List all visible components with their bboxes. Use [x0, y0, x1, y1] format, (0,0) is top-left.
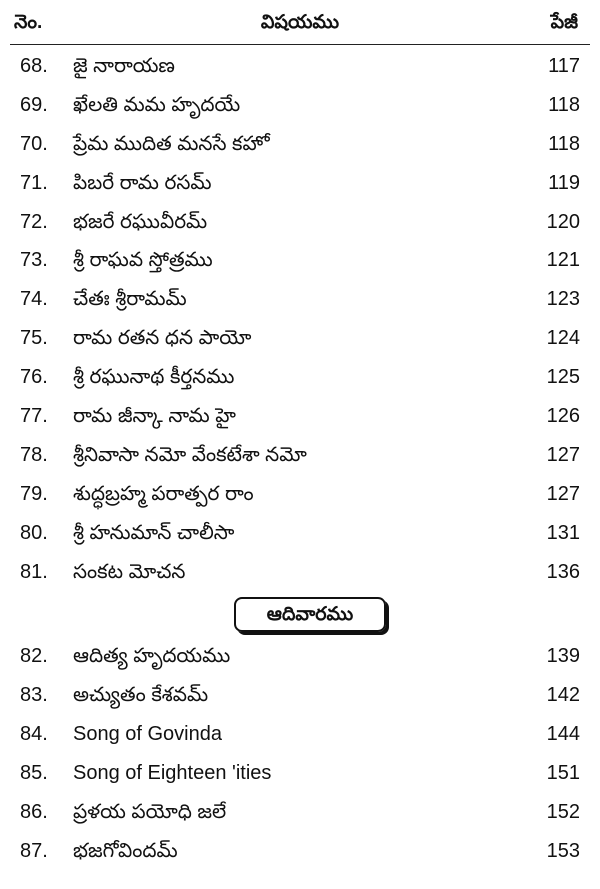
entry-page: 124 [546, 327, 580, 350]
entry-title: ఖేలతి మమ హృదయే [73, 93, 241, 116]
toc-row [0, 364, 600, 403]
toc-row [0, 682, 600, 721]
entry-number: 82. [20, 645, 48, 668]
entry-number: 74. [20, 288, 48, 311]
toc-row [0, 760, 600, 799]
entry-number: 68. [20, 55, 48, 77]
entry-number: 80. [20, 521, 48, 544]
toc-row [0, 520, 600, 559]
entry-title: పిబరే రామ రసమ్ [73, 171, 212, 194]
entry-number: 86. [20, 801, 48, 824]
toc-row [0, 131, 600, 170]
entry-page: 121 [546, 249, 580, 272]
toc-group-before [0, 53, 600, 597]
entry-page: 118 [548, 93, 580, 116]
entry-title: ప్రళయ పయోధి జలే [73, 801, 227, 824]
toc-row [0, 403, 600, 442]
entry-title: ప్రేమ ముదిత మనసే కహో [73, 132, 270, 155]
toc-row [0, 92, 600, 131]
entry-page: 127 [546, 443, 580, 466]
entry-number: 69. [20, 93, 48, 116]
entry-title: శ్రీ హనుమాన్ చాలీసా [73, 521, 235, 544]
entry-page: 131 [546, 521, 580, 544]
toc-row [0, 721, 600, 760]
toc-row [0, 247, 600, 286]
entry-title: ఆదిత్య హృదయము [73, 645, 231, 668]
entry-title: శ్రీ రఘునాథ కీర్తనము [73, 366, 235, 389]
entry-page: 153 [546, 839, 580, 862]
toc-row [0, 325, 600, 364]
toc-row [0, 643, 600, 682]
entry-page: 117 [548, 55, 580, 77]
entry-number: 73. [20, 249, 48, 272]
entry-title: శ్రీ రాఘవ స్తోత్రము [73, 249, 213, 272]
toc-row [0, 286, 600, 325]
toc-header [0, 12, 600, 36]
entry-page: 127 [546, 482, 580, 505]
header-divider [10, 44, 590, 45]
entry-title: రామ రతన ధన పాయో [73, 327, 252, 350]
entry-number: 84. [20, 723, 48, 746]
entry-number: 72. [20, 210, 48, 233]
entry-page: 142 [546, 684, 580, 707]
entry-number: 79. [20, 482, 48, 505]
section-row [0, 597, 600, 643]
entry-title: శుద్ధబ్రహ్మ పరాత్పర రాం [73, 482, 254, 505]
entry-page: 139 [546, 645, 580, 668]
header-subject: విషయము [260, 12, 340, 33]
entry-number: 75. [20, 327, 48, 350]
toc-row [0, 53, 600, 92]
entry-title: శ్రీనివాసా నమో వేంకటేశా నమో [73, 443, 307, 466]
toc-group-after [0, 643, 600, 876]
entry-title: రామ జీన్కా నామ హై [73, 405, 236, 428]
toc-list [0, 53, 600, 877]
entry-page: 136 [546, 560, 580, 583]
entry-title: అచ్యుతం కేశవమ్ [73, 684, 209, 707]
entry-title: జై నారాయణ [73, 55, 175, 77]
section-heading: ఆదివారము [234, 597, 386, 632]
entry-title: భజగోవిందమ్ [73, 839, 178, 862]
entry-page: 144 [546, 723, 580, 746]
toc-row [0, 170, 600, 209]
toc-row [0, 442, 600, 481]
entry-number: 85. [20, 762, 48, 785]
toc-row [0, 209, 600, 248]
entry-title: చేతః శ్రీరామమ్ [73, 288, 187, 311]
header-number: నెం. [14, 12, 43, 33]
entry-page: 126 [546, 405, 580, 428]
entry-page: 152 [546, 801, 580, 824]
entry-page: 120 [546, 210, 580, 233]
entry-number: 81. [20, 560, 48, 583]
toc-row [0, 559, 600, 598]
entry-number: 70. [20, 132, 48, 155]
toc-row [0, 481, 600, 520]
entry-title: భజరే రఘువీరమ్ [73, 210, 208, 233]
entry-page: 119 [548, 171, 580, 194]
entry-page: 151 [546, 762, 580, 785]
entry-page: 118 [548, 132, 580, 155]
toc-row [0, 838, 600, 877]
entry-title: Song of Eighteen 'ities [73, 762, 272, 785]
toc-row [0, 799, 600, 838]
entry-number: 87. [20, 839, 48, 862]
header-page: పేజీ [550, 12, 578, 33]
entry-page: 125 [546, 366, 580, 389]
entry-number: 71. [20, 171, 48, 194]
entry-number: 78. [20, 443, 48, 466]
entry-number: 76. [20, 366, 48, 389]
entry-number: 83. [20, 684, 48, 707]
entry-title: Song of Govinda [73, 723, 222, 746]
entry-title: సంకట మోచన [73, 560, 186, 583]
entry-number: 77. [20, 405, 48, 428]
entry-page: 123 [546, 288, 580, 311]
